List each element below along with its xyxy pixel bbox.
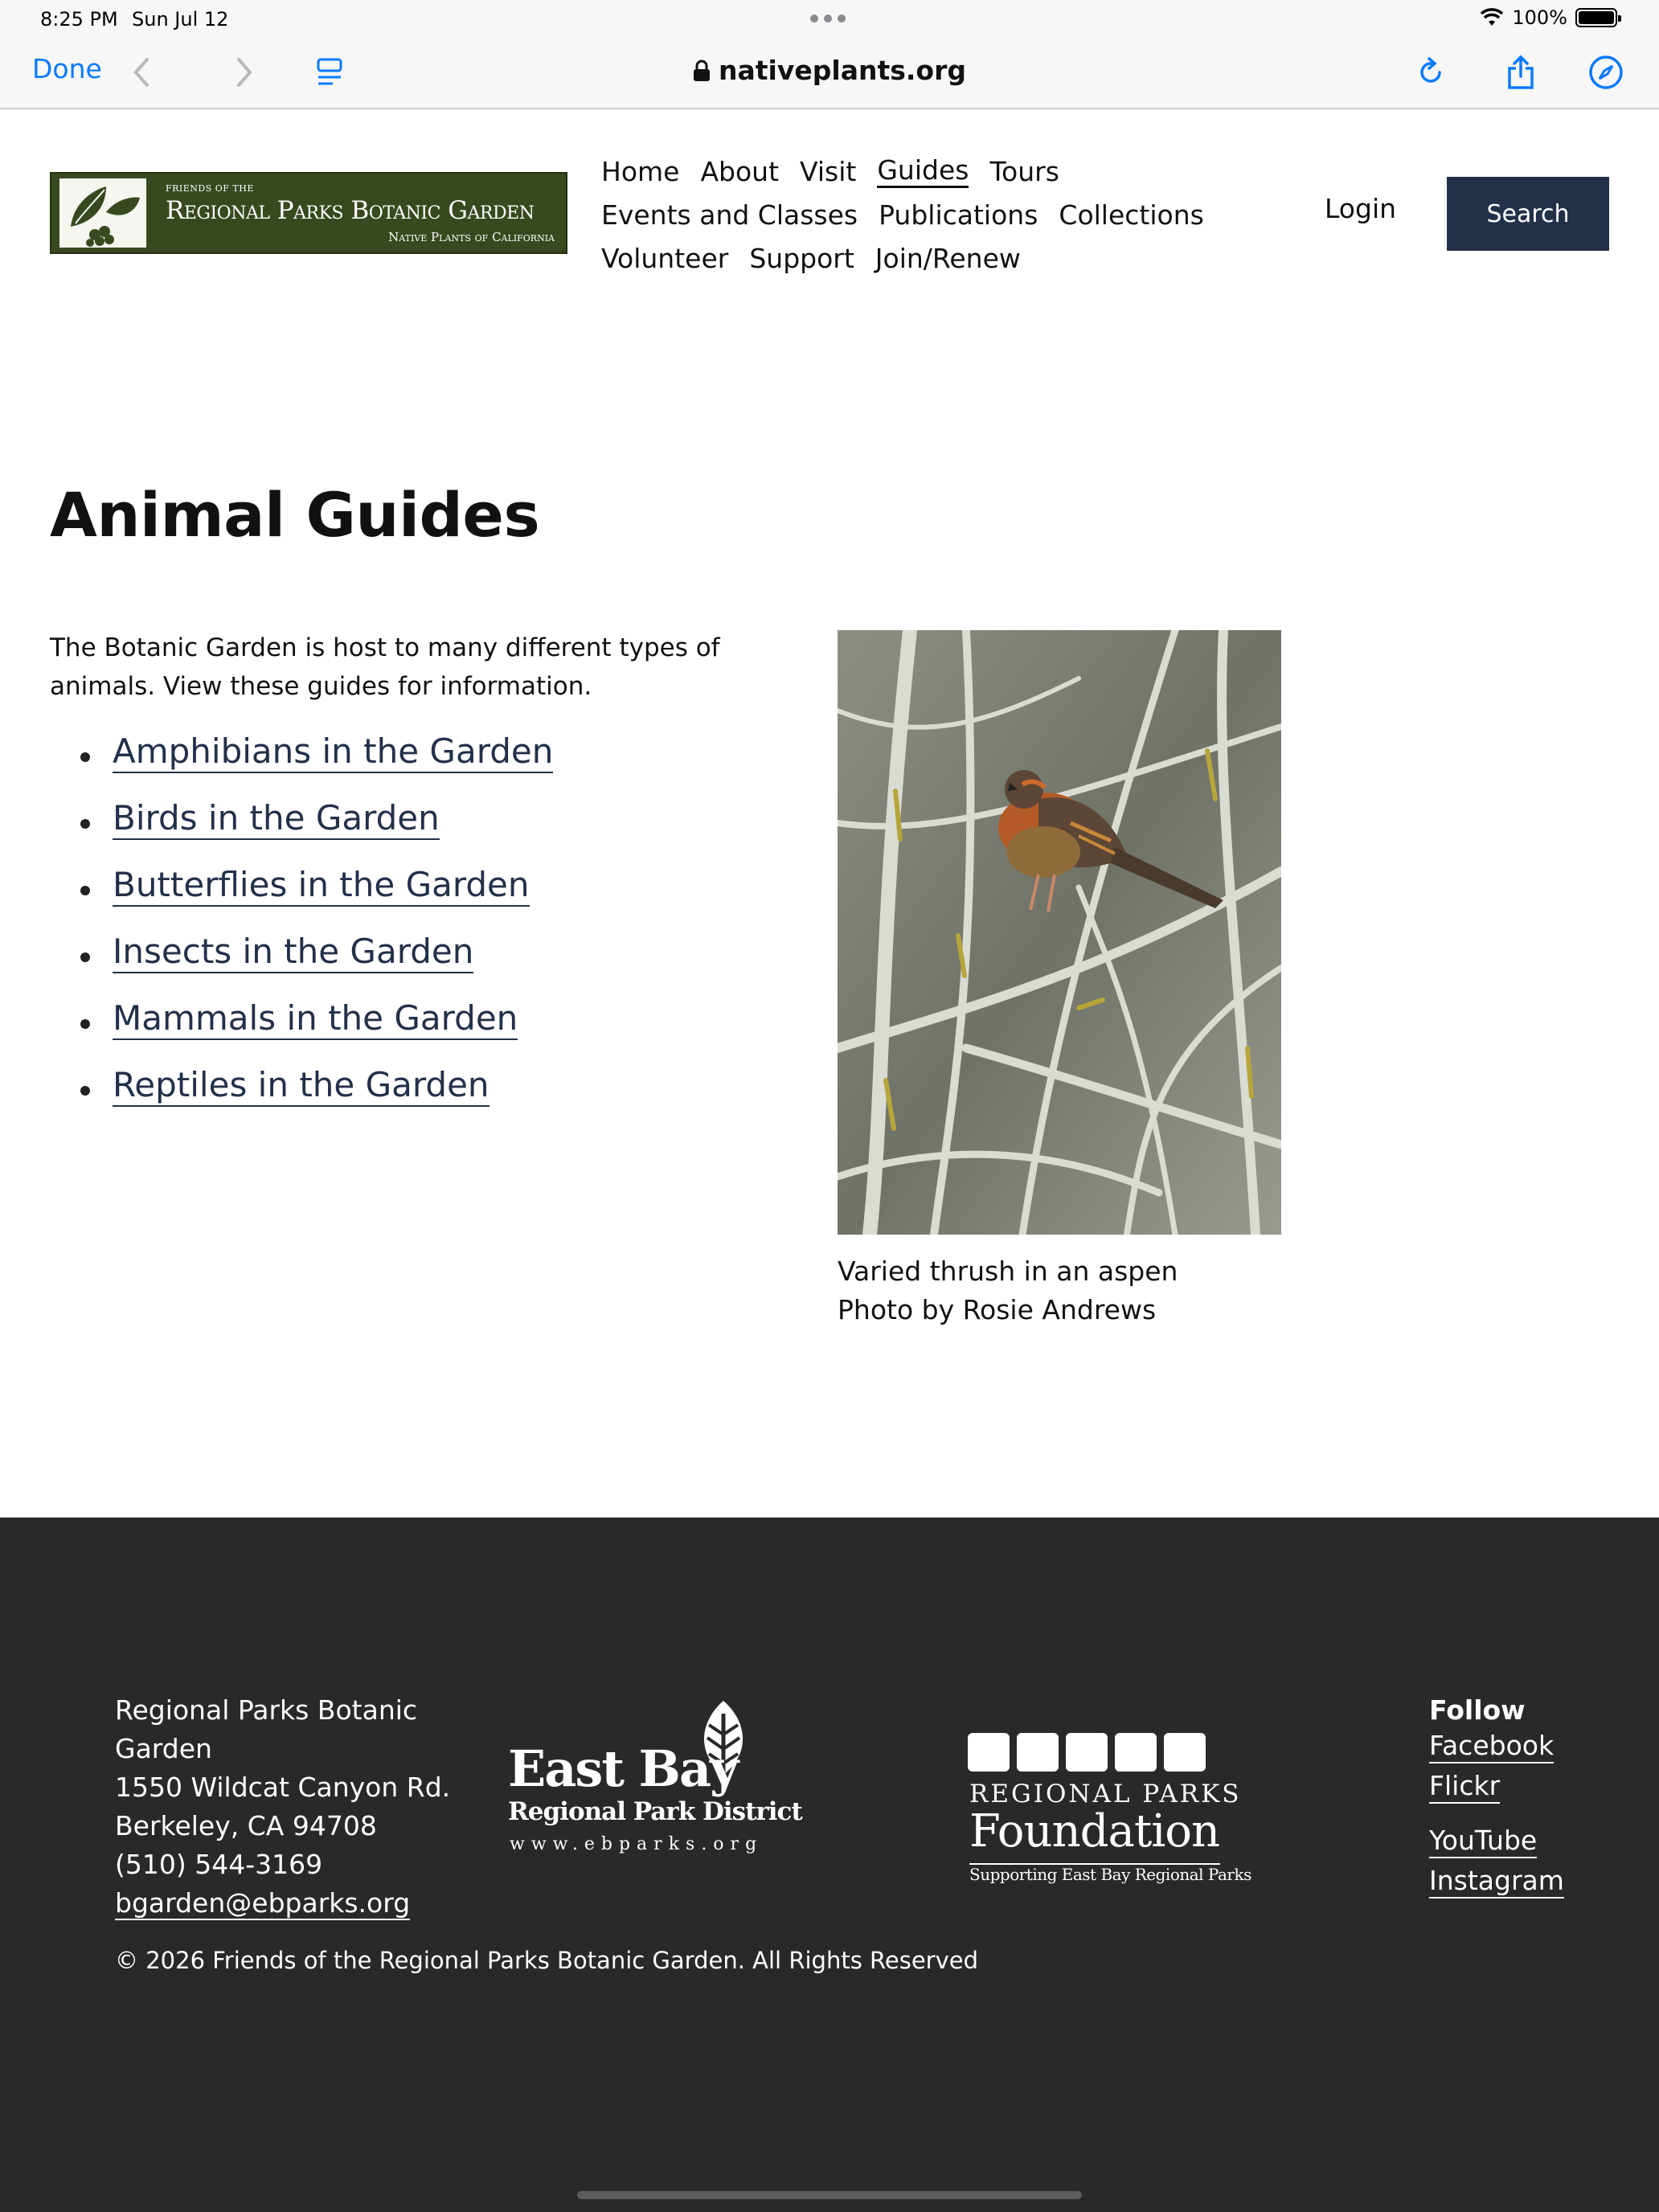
nav-join-renew[interactable]: Join/Renew [875,242,1021,274]
bird-icon [1066,1733,1108,1772]
address-street: 1550 Wildcat Canyon Rd. [115,1772,451,1803]
login-link[interactable]: Login [1325,193,1397,224]
address-phone[interactable]: (510) 544-3169 [115,1849,323,1880]
nav-visit[interactable]: Visit [800,155,857,187]
facebook-link[interactable]: Facebook [1429,1730,1554,1763]
trail-icon [968,1733,1010,1772]
done-button[interactable]: Done [32,53,102,84]
nav-about[interactable]: About [700,155,780,187]
bullet [80,1019,90,1029]
regional-parks-foundation-logo[interactable] [968,1733,1251,1886]
bullet [80,752,90,762]
list-item [80,1065,553,1132]
list-item [80,731,553,798]
logo-line-1: FRIENDS OF THE [166,183,254,194]
nav-publications[interactable]: Publications [879,199,1038,231]
guide-list [80,731,553,1132]
sun-icon [1115,1733,1157,1772]
photo-caption [838,1252,1178,1329]
list-item [80,798,553,865]
nav-tours[interactable]: Tours [989,155,1059,187]
guide-link-birds[interactable]: Birds in the Garden [113,798,440,840]
lock-icon [693,59,711,82]
ebparks-sub: Regional Park District [508,1797,802,1826]
list-item [80,932,553,998]
instagram-link[interactable]: Instagram [1429,1865,1564,1899]
foundation-line-1: REGIONAL PARKS [969,1780,1242,1809]
face-icon [1164,1733,1206,1772]
main-nav [601,150,1204,280]
nav-volunteer[interactable]: Volunteer [601,242,729,274]
status-date: Sun Jul 12 [132,8,229,31]
copyright-text: © 2026 Friends of the Regional Parks Botanic Garden. All Rights Reserved [115,1947,978,1974]
list-item [80,998,553,1065]
leaf-logo-icon [59,178,146,248]
ebparks-url: www.ebparks.org [510,1834,764,1854]
battery-percent: 100% [1512,6,1567,29]
foundation-line-2: Foundation [969,1805,1220,1858]
browser-toolbar [0,37,1659,109]
guide-link-amphibians[interactable]: Amphibians in the Garden [113,731,553,773]
guide-link-insects[interactable]: Insects in the Garden [113,932,473,973]
reload-icon[interactable] [1410,51,1452,93]
foundation-icons [968,1733,1225,1772]
nav-collections[interactable]: Collections [1059,199,1204,231]
home-indicator[interactable] [577,2191,1082,2199]
multitasking-dots-icon[interactable] [810,14,846,23]
logo-line-3: Native Plants of California [388,230,555,244]
logo-line-2: Regional Parks Botanic Garden [166,196,535,225]
follow-section [1429,1691,1564,1905]
nav-home[interactable]: Home [601,155,680,187]
status-bar [0,0,1659,37]
footer-address [115,1691,450,1923]
status-time: 8:25 PM [40,8,118,31]
intro-text: The Botanic Garden is host to many different types of animals. View these guides for information. [50,633,720,701]
ebparks-name: East Bay [508,1739,738,1798]
guide-link-mammals[interactable]: Mammals in the Garden [113,998,518,1040]
caption-line-1: Varied thrush in an aspen [838,1256,1178,1287]
battery-icon [1575,8,1617,27]
email-link[interactable]: bgarden@ebparks.org [115,1887,411,1919]
wifi-icon [1480,8,1504,27]
compass-icon[interactable] [1585,51,1627,93]
foundation-line-3: Supporting East Bay Regional Parks [969,1865,1251,1884]
nav-support[interactable]: Support [749,242,854,274]
youtube-link[interactable]: YouTube [1429,1825,1537,1858]
guide-link-reptiles[interactable]: Reptiles in the Garden [113,1065,490,1107]
ebparks-logo[interactable] [506,1698,802,1866]
bullet [80,952,90,962]
list-item [80,865,553,932]
address-line-1: Regional Parks Botanic [115,1694,418,1726]
nav-events-and-classes[interactable]: Events and Classes [601,199,858,231]
caption-line-2: Photo by Rosie Andrews [838,1294,1157,1325]
share-icon[interactable] [1500,51,1542,93]
address-city: Berkeley, CA 94708 [115,1810,377,1841]
search-button[interactable]: Search [1447,177,1609,251]
url-text: nativeplants.org [719,55,966,86]
leaf-icon [1017,1733,1059,1772]
bullet [80,886,90,895]
site-logo[interactable] [50,172,567,254]
page-title: Animal Guides [50,479,540,551]
address-line-2: Garden [115,1733,212,1764]
guide-link-butterflies[interactable]: Butterflies in the Garden [113,865,530,907]
bullet [80,1086,90,1096]
follow-title: Follow [1429,1694,1526,1726]
thrush-photo [838,630,1281,1235]
status-indicators [1480,6,1617,29]
bullet [80,819,90,829]
flickr-link[interactable]: Flickr [1429,1770,1500,1804]
nav-guides[interactable]: Guides [877,155,969,188]
